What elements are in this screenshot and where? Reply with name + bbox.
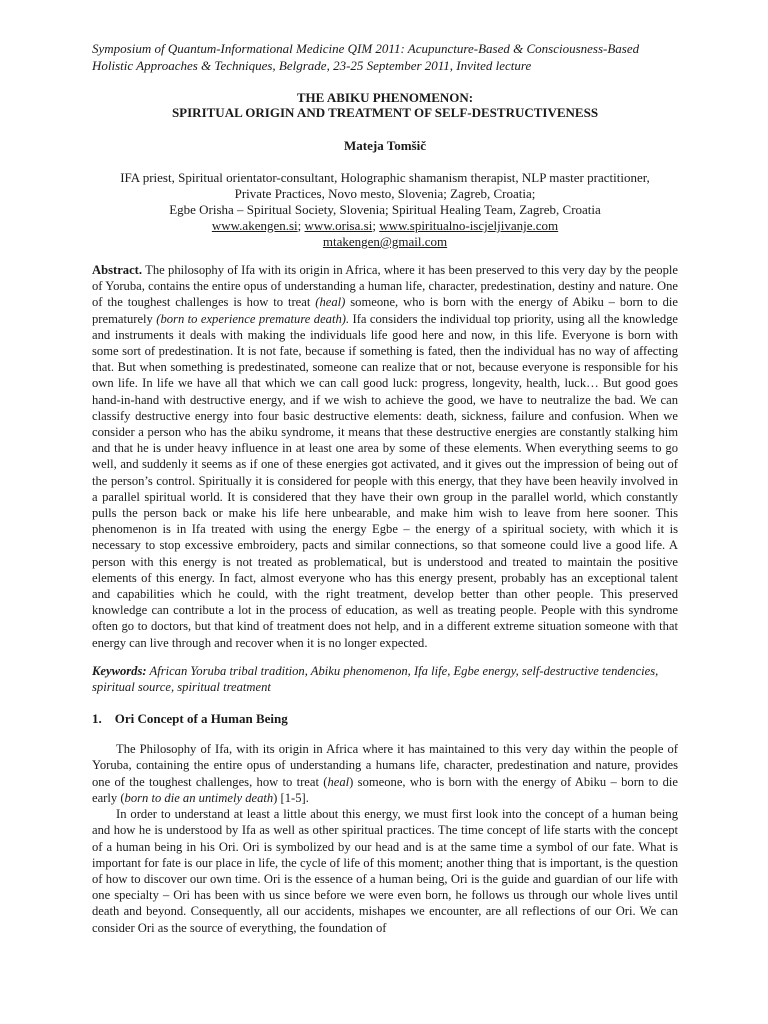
p1-text-a: The Philosophy of Ifa, with its origin in Africa where it has maintained to this very day within the people of Yoruba, containing the entire opus of understanding a humans life, character, predestination and nature, provides one of the toughest challenges, how to treat ( [92, 742, 678, 789]
section-1-paragraph-2: In order to understand at least a little about this energy, we must first look into the concept of a human being and how he is understood by Ifa as well as other spiritual practices. The time concept of life starts with the concept of a human being in his Ori. Ori is symbolized by our head and is at the same time a symbol of our fate. What is important for fate is our place in life, the cycle of life of this moment; another thing that is important, is the question of how to discover our own time. Ori is the essence of a human being, Ori is the guide and guardian of our life with one specialty – Ori has been with us since before we were even born, he follows us through our whole lives until death and beyond. Consequently, all our accidents, mishapes we encounter, are all reflections of our Ori. We can consider Ori as the source of everything, the foundation of [92, 807, 678, 935]
link-spiritualno[interactable]: www.spiritualno-iscjeljivanje.com [379, 218, 559, 233]
abstract-text-1: The philosophy of Ifa with its origin in Africa, where it has been preserved to this very day by the people of Yoruba, contains the entire opus of understanding a human life, character, predestination, destiny and nature. One of the toughest challenges is how to treat [92, 263, 678, 310]
link-orisa[interactable]: www.orisa.si [304, 218, 373, 233]
affiliation-line-2: Private Practices, Novo mesto, Slovenia; Zagreb, Croatia; [234, 186, 536, 201]
p1-born: born to die an untimely death [124, 790, 274, 805]
email-link[interactable]: mtakengen@gmail.com [322, 234, 448, 249]
section-1-heading [92, 711, 678, 727]
abstract-born: (born to experience premature death). [156, 311, 350, 326]
section-title: Ori Concept of a Human Being [114, 711, 288, 727]
affiliation-links [92, 218, 678, 234]
affiliation-line-1: IFA priest, Spiritual orientator-consultant, Holographic shamanism therapist, NLP master practitioner, [120, 170, 650, 185]
title-line-1: THE ABIKU PHENOMENON: [296, 90, 474, 105]
link-separator: ; [372, 218, 380, 233]
abstract-heal: (heal) [315, 295, 346, 310]
venue-header [92, 40, 678, 74]
venue-line-2: Holistic Approaches & Techniques, Belgrade, 23-25 September 2011, Invited lecture [92, 58, 532, 73]
link-separator: ; [297, 218, 305, 233]
p1-text-b: ) someone, who is born with the energy of Abiku – born to die early ( [92, 774, 678, 805]
keywords-text: African Yoruba tribal tradition, Abiku phenomenon, Ifa life, Egbe energy, self-destructive tendencies, spiritual source, spiritual treatment [92, 663, 659, 695]
venue-line-1: Symposium of Quantum-Informational Medicine QIM 2011: Acupuncture-Based & Consciousness-Based [92, 41, 640, 56]
affiliation-line-3: Egbe Orisha – Spiritual Society, Slovenia; Spiritual Healing Team, Zagreb, Croatia [169, 202, 601, 217]
author-name: Mateja Tomšič [344, 138, 426, 153]
paper-title [92, 90, 678, 120]
section-number: 1. [92, 711, 102, 727]
link-akengen[interactable]: www.akengen.si [211, 218, 298, 233]
p1-text-c: ) [1-5]. [273, 790, 309, 805]
keywords-label: Keywords: [92, 663, 147, 678]
p1-heal: heal [327, 774, 350, 789]
abstract-text-3: Ifa considers the individual top priority, using all the knowledge and instruments it deals with making the individuals life good here and now, in this life. Everyone is born with some sort of predestination. It is not fate, because if something is fated, then the individual has no way of affecting that. But when something is predestinated, someone can realize that or not, because everyone is responsible for his own life. In life we have all that which we can call good luck: progress, longevity, health, luck… But good goes hand-in-hand with destructive energy, and if we wish to achieve the good, we have to neutralize the bad. We can classify destructive energy into four basic destructive elements: death, sickness, failure and confusion. When we consider a person who has the abiku syndrome, it means that these destructive energies are constantly stalking him and that he is under heavy influence in at least one area by some of these elements. When everything seems to go well, and suddenly it seems as if one of these energies got activated, and it gives out the impression of being out of the person’s control. Spiritually it is considered for people with this energy, that they have been heavily involved in a parallel spiritual world. It is considered that they have their own group in the parallel world, which constantly pulls the person back or make his life here unbearable, and make him wish to leave from here sooner. This phenomenon is in Ifa treated with using the energy Egbe – the energy of a spiritual society, with which it is necessary to stop excessive embroidery, pacts and similar connections, so that someone could live a good life. A person with this energy is not treated as problematical, but is understood and treated to maintain the positive elements of this energy. In fact, almost everyone who has this energy present, probably has an exceptional talent and capabilities which he could, with the right treatment, develop better than other people. This preserved knowledge can contribute a lot in the process of education, as well as treating people. People with this syndrome often go to doctors, but that kind of treatment does not help, and in a different extreme situation someone with that energy can live through and recover when it is no longer expected. [92, 311, 678, 650]
abstract-label: Abstract. [92, 263, 143, 277]
abstract-paragraph [92, 262, 678, 651]
affiliation-block [92, 170, 678, 250]
section-1-paragraph-1 [92, 741, 678, 806]
keywords-paragraph [92, 663, 678, 695]
abstract-text-2: someone, who is born with the energy of Abiku – born to die prematurely [92, 295, 678, 326]
title-line-2: SPIRITUAL ORIGIN AND TREATMENT OF SELF-DESTRUCTIVENESS [171, 105, 599, 120]
